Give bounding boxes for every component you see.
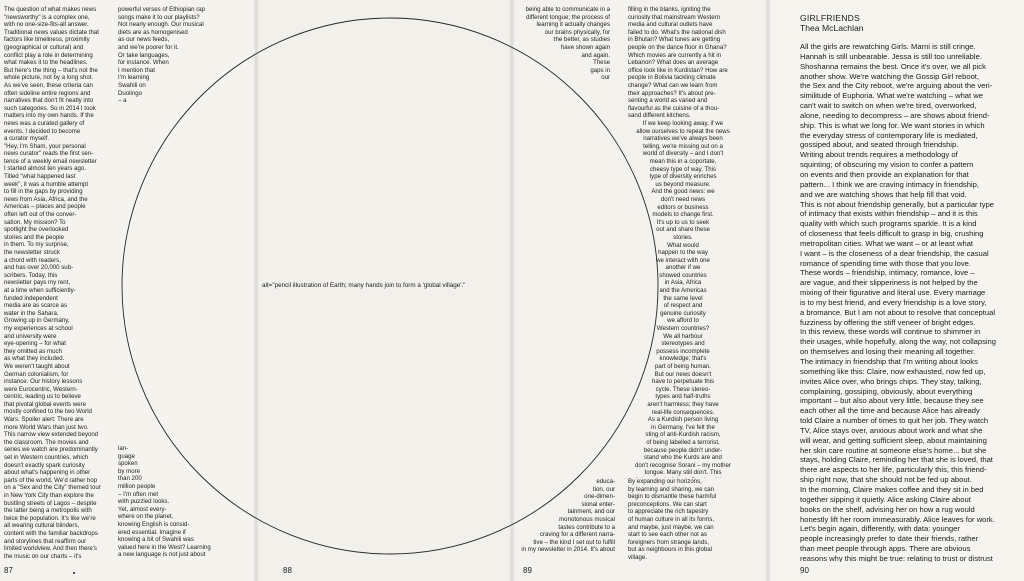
article-column: powerful verses of Ethiopian rap songs make it to our playlists? Not nearly enough. Our musical diets are as homogenised as our news feeds, and we're poorer for it. Or take languages, for instance. When I mention that I'm learning Swahili on Duolingo – a [118, 6, 206, 105]
article-column: filling in the blanks, igniting the curiosity that mainstream Western media and cultural outlets have failed to do. What's the national dish in Bhutan? What tunes are getting people on the dance floor in Ghana? Which movies are currently a hit in Lebanon? What does an average office look like in Kurdistan? How are people in Bolivia tackling climate change? What can we learn from their approaches? It's about pre- senting a world as varied and flavourful as the cuisine of a thou- sand different kitchens. [628, 6, 728, 120]
page-88 [256, 0, 512, 581]
article-author: Thea McLachlan [800, 23, 864, 33]
page-mark [73, 572, 75, 574]
page-number: 90 [800, 566, 809, 575]
article-column: educa- tion, our one-dimen- sional enter- tainment, and our monotonous musical tastes contribute to a craving for a different narra- tive – the kind I set out to fulfill in my newsletter in 2014. It's about [521, 478, 615, 554]
page-number: 87 [4, 566, 13, 575]
article-column: By expanding our horizons, by learning and sharing, we can begin to dismantle these harmful preconceptions. We can start to appreciate the rich tapestry of human culture in all its forms, and maybe, just maybe, we can start to see each other not as foreigners from strange lands, but as neighbours in this global village. [628, 478, 717, 561]
article-title: GIRLFRIENDS [800, 13, 860, 23]
article-column: being able to communicate in a different tongue; the process of learning it actually changes our brains physically, for the better, as studies have shown again and again. These gaps in our [525, 6, 610, 82]
image-alt-text: alt="pencil illustration of Earth; many hands join to form a 'global village'." [262, 282, 466, 289]
page-gutter [253, 0, 259, 581]
article-column: The question of what makes news "newsworthy" is a complex one, with no one-size-fits-all answer. Traditional news values dictate that factors like timeliness, proximity (geographical or cultural) and conflict play a role in determining what makes it to the headlines. But here's the thing – that's not the whole picture, not by a long shot. As we've seen, these criteria can often sideline entire regions and narratives that don't fit neatly into such categories. So in 2014 I took matters into my own hands. If the news was a curated gallery of events, I decided to become a curator myself. "Hey, I'm Sham, your personal news curator" reads the first sen- tence of a weekly email newsletter I started almost ten years ago. Titled "what happened last week", it was a humble attempt to fill in the gaps by providing news from Asia, Africa, and the Americas – places and people often left out of the conver- sation. My mission? To spotlight the overlooked stories and the people in them. To my surprise, the newsletter struck a chord with readers, and has over 20,000 sub- scribers. Today, this newsletter pays my rent, at a time when sufficiently- funded independent media are as scarce as water in the Sahara. Growing up in Germany, my experiences at school and university were eye-opening – for what they omitted as much as what they included. We weren't taught about German colonialism, for instance. Our history lessons were Eurocentric, Western- centric, leading us to believe that pivotal global events were mostly confined to the two World Wars. Spoiler alert: There are more World Wars than just two. This narrow view extended beyond the classroom. The movies and series we watch are predominantly set in Western countries, which doesn't exactly spark curiosity about what's happening in other parts of the world. We'd rather hop on a "Sex and the City" themed tour in New York City than explore the bustling streets of Lagos – despite the latter being a metropolis with twice the population. It's like we're all wearing cultural blinders, content with the familiar backdrops and storylines that reaffirm our limited worldview. And then there's the music on our charts – it's [4, 6, 101, 558]
page-number: 89 [523, 566, 532, 575]
page-number: 88 [283, 566, 292, 575]
article-column: lan- guage spoken by more than 200 million people – I'm often met with puzzled looks. Yet, almost every- where on the planet, knowing English is consid- ered essential. Imagine if knowing a bit of Swahili was valued here in the West? Learning a new language is not just about [118, 445, 211, 559]
page-gutter [765, 0, 771, 581]
article-body: All the girls are rewatching Girls. Marni is still cringe. Hannah is still unbearable. Jessa is still too unreliable. Shoshanna remains the best. Once it's over, we all pick another show. We're watching the Gossip Girl reboot, the Sex and the City reboot, we're arguing about the veri- similitude of Euphoria. What we're watching – what we can't wait to switch on when we're tired, overworked, alone, needing to decompress – are shows about friend- ship. This is what we long for. We want stories in which the everyday stress of contemporary life is mediated, gossiped about, and seated through friendship. Writing about trends requires a methodology of squinting; of obscuring my vision to confer a pattern on events and then provide an explanation for that pattern... I think we are craving intimacy in friendship, and we are watching shows that help fill that void. This is not about friendship generally, but a particular type of intimacy that exists within friendship – and it is this quality with which such programs sparkle. It is a kind of closeness that feels difficult to grasp in big, crushing metropolitan cities. What we want – or at least what I want – is the closeness of a dear friendship, the casual romance of spending time with those that you love. These words – friendship, intimacy, romance, love – are vague, and their slipperiness is not helped by the mixing of their figurative and literal use. Every marriage is to my best friend, and every friendship is a love story, a bromance. But I am not about to resolve that conceptual fuzziness by offering the stiff veneer of bright edges. In this review, these words will continue to shimmer in their usages, while hopefully, along the way, not collapsing on themselves and losing their meaning all together. The intimacy in friendship that I'm writing about looks something like this: Claire, now exhausted, now fed up, invites Alice over, who brings chips. They stay, talking, complaining, gossiping, obviously, about everything important – but also about very little, because they see each other all the time and because Alice has already told Claire a number of times to quit her job. They watch TV, Alice stays over, anxious about work and what she will wear, and getting sufficient sleep, about maintaining her skin care routine at someone else's home... but she stays, holding Claire, reminding her that she is loved, that there are aspects to her life, particularly this, this friend- ship right now, that she should not be fed up about. In the morning, Claire makes coffee and they sit in bed together sipping it quietly. Alice asking Claire about books on the shelf, advising her on how a rug would honestly lift her room immeasurably. Alice leaves for work. Let's begin again, differently, with data: younger people increasingly prefer to date their friends, rather than meet people through apps. There are obvious reasons why this might be true: relating to trust or distrust [800, 42, 997, 562]
article-column: If we keep looking away, if we allow ourselves to repeat the news narratives we've always been telling, we're missing out on a world of diversity – and I don't mean this in a coportate, cheesy type of way. This type of diversity enriches us beyond measure. And the good news: we don't need news editors or business models to change first. It's up to us to seek out and share these stories. What would happen to the way we interact with one another if we showed countries in Asia, Africa and the Americas the same level of respect and genuine curiosity we afford to Western countries? We all harbour stereotypes and possess incomplete knowledge; that's part of being human. But our news doesn't have to perpetuate this cycle. These stereo- types and half-truths aren't harmless; they have real-life consequences. As a Kurdish person living in Germany, I've felt the sting of anti-Kurdish racism, of being labelled a terrorist, because people didn't under- stand who the Kurds are and don't recognise Sorani – my mother tongue. Many still don't. This [634, 120, 731, 477]
